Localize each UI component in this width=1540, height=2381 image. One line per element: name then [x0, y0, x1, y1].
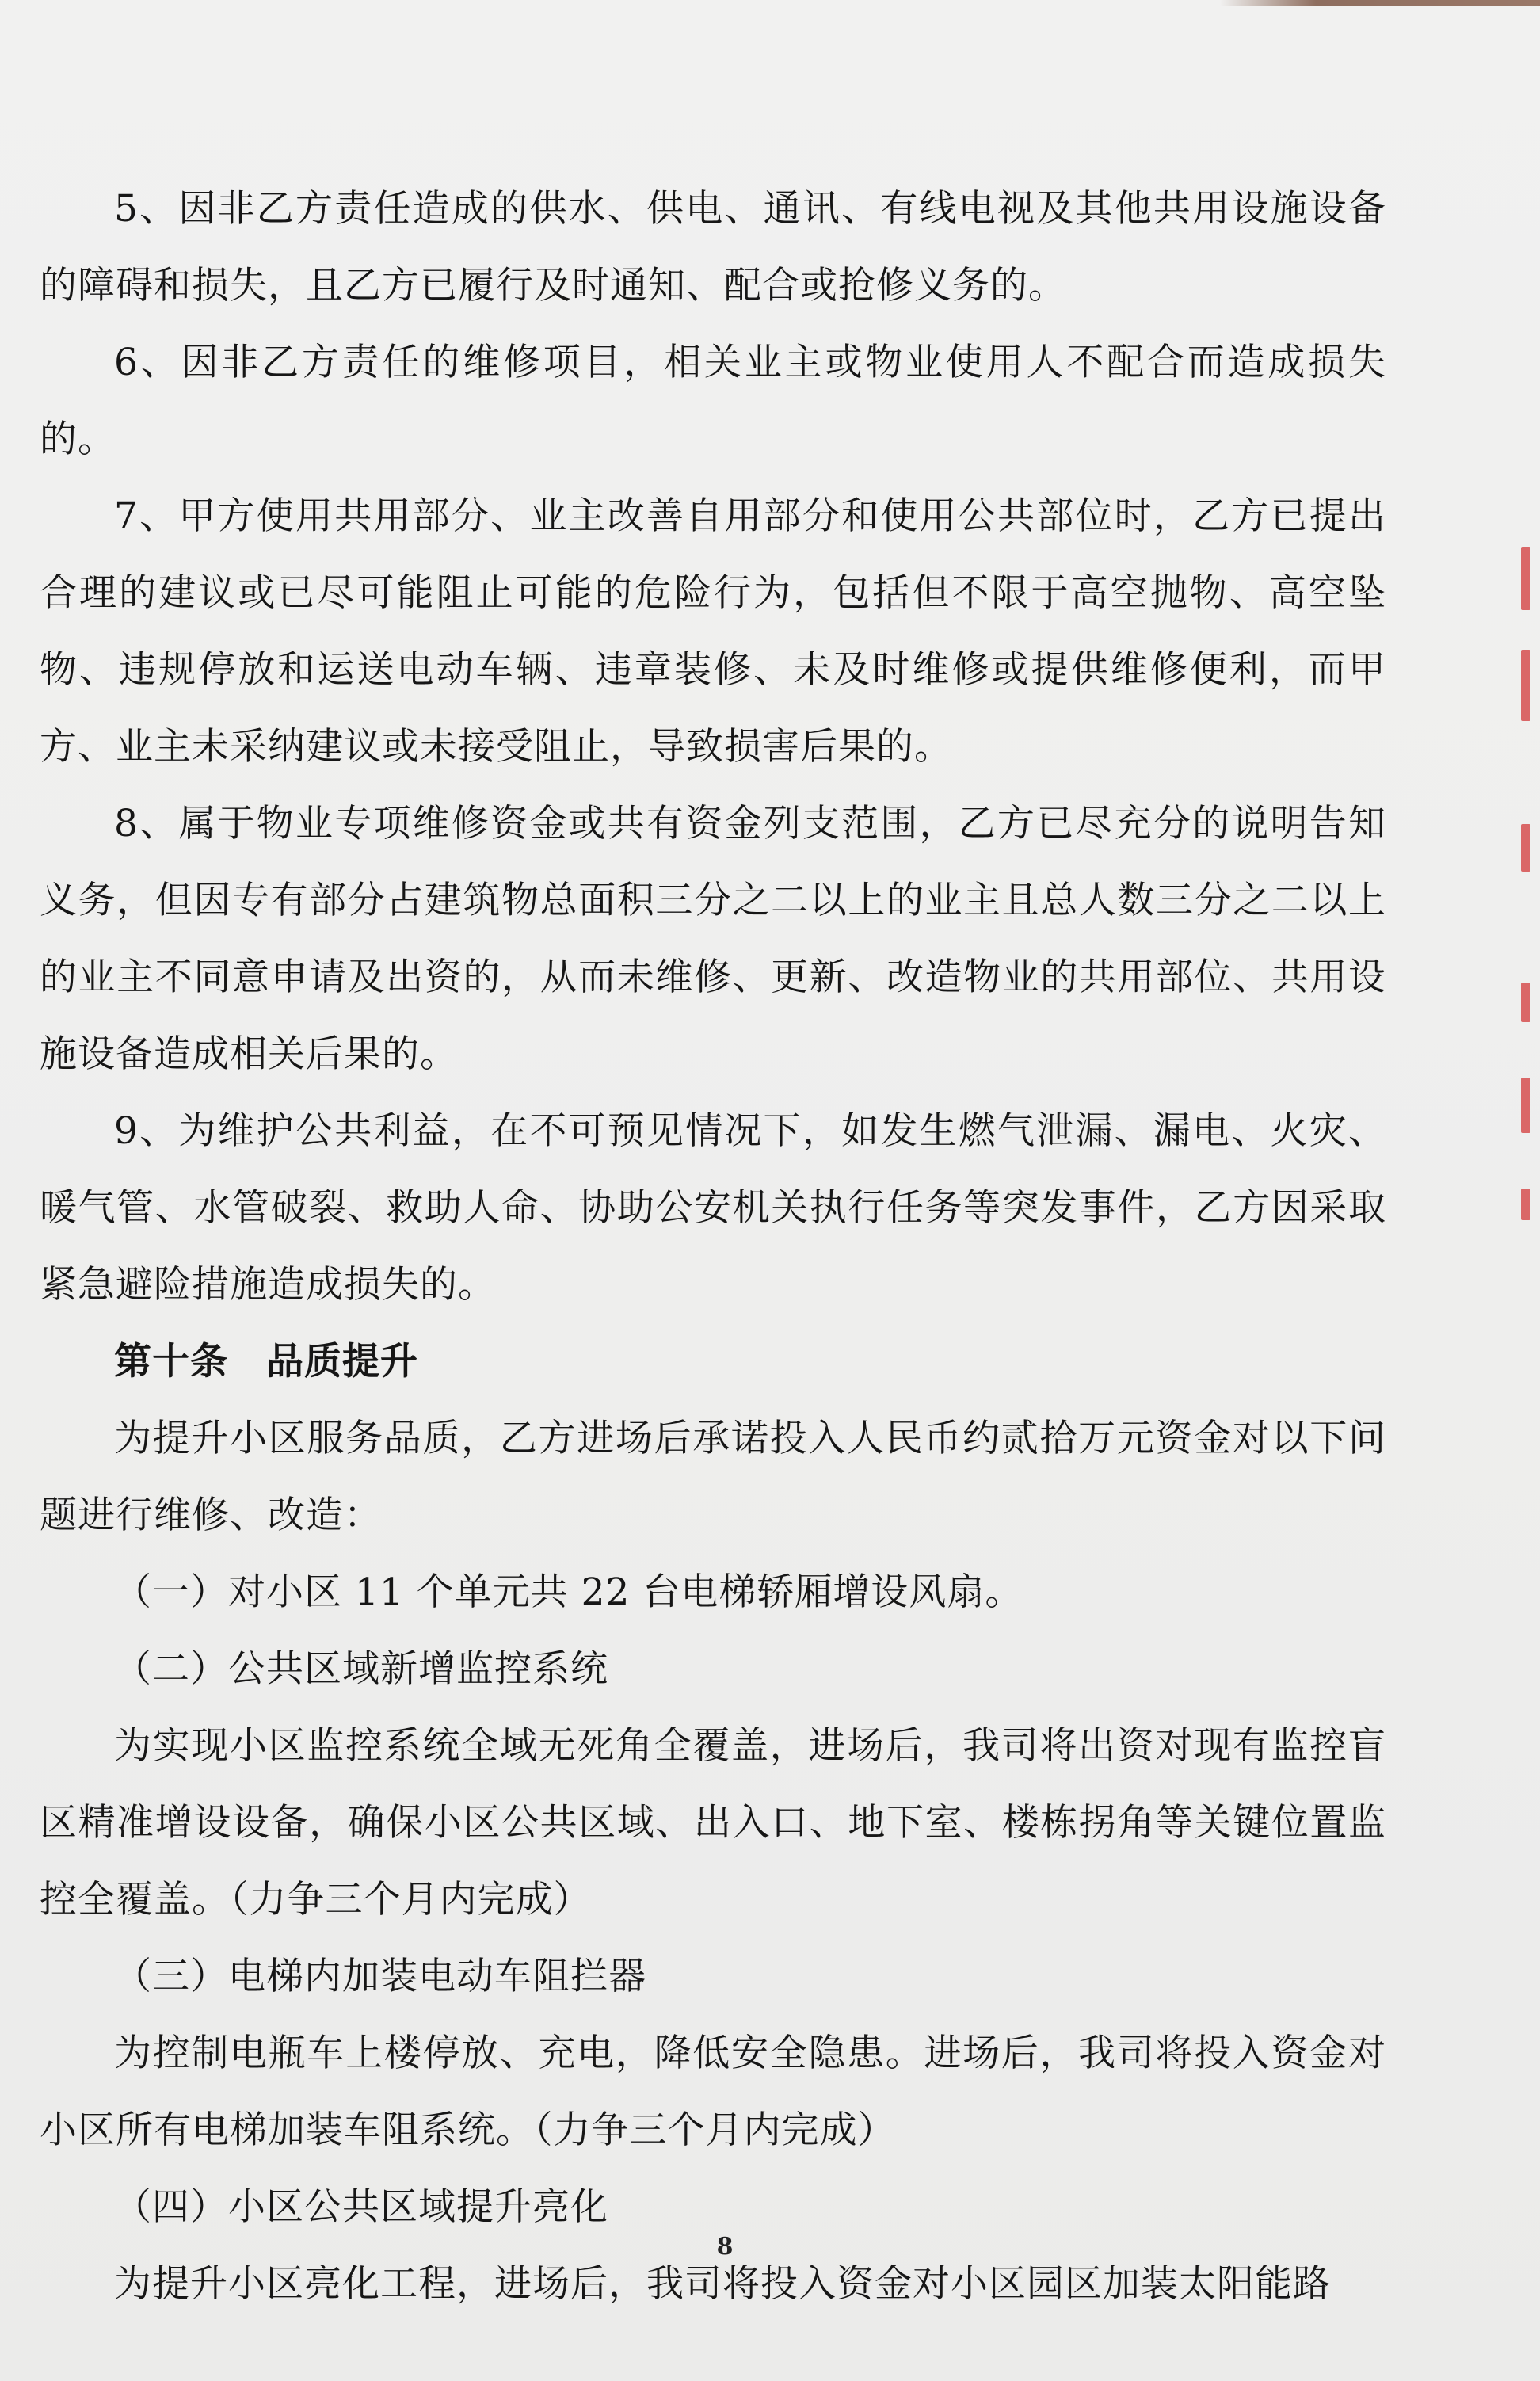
seal-edge-mark: [1521, 1078, 1530, 1133]
section-heading: 第十条 品质提升: [114, 1340, 418, 1383]
seal-edge-mark: [1521, 983, 1530, 1022]
paragraph: 7、甲方使用共用部分、业主改善自用部分和使用公共部位时，乙方已提出合理的建议或已尽可能阻止可能的危险行为，包括但不限于高空抛物、高空坠物、违规停放和运送电动车辆、违章装修、未及时维修或提供维修便利，而甲方、业主未采纳建议或未接受阻止，导致损害后果的。: [40, 494, 1386, 769]
document-body: [40, 170, 1386, 2322]
paragraph: 为提升小区服务品质，乙方进场后承诺投入人民币约贰拾万元资金对以下问题进行维修、改造：: [40, 1417, 1386, 1537]
seal-edge-mark: [1521, 547, 1530, 610]
scan-edge: [1220, 0, 1540, 6]
paragraph: 8、属于物业专项维修资金或共有资金列支范围，乙方已尽充分的说明告知义务，但因专有部分占建筑物总面积三分之二以上的业主且总人数三分之二以上的业主不同意申请及出资的，从而未维修、更新、改造物业的共用部位、共用设施设备造成相关后果的。: [40, 802, 1386, 1076]
seal-edge-mark: [1521, 1189, 1530, 1220]
paragraph: 为提升小区亮化工程，进场后，我司将投入资金对小区园区加装太阳能路: [114, 2262, 1331, 2306]
page-number: 8: [716, 2233, 734, 2261]
seal-edge-mark: [1521, 650, 1530, 721]
paragraph: 为控制电瓶车上楼停放、充电，降低安全隐患。进场后，我司将投入资金对小区所有电梯加装车阻系统。（力争三个月内完成）: [40, 2032, 1386, 2152]
paragraph: 6、因非乙方责任的维修项目，相关业主或物业使用人不配合而造成损失的。: [40, 341, 1386, 461]
paragraph: 为实现小区监控系统全域无死角全覆盖，进场后，我司将出资对现有监控盲区精准增设设备，确保小区公共区域、出入口、地下室、楼栋拐角等关键位置监控全覆盖。（力争三个月内完成）: [40, 1724, 1386, 1921]
paragraph: （二）公共区域新增监控系统: [114, 1647, 608, 1691]
paragraph: （一）对小区 11 个单元共 22 台电梯轿厢增设风扇。: [114, 1570, 1023, 1614]
paragraph: 9、为维护公共利益，在不可预见情况下，如发生燃气泄漏、漏电、火灾、暖气管、水管破裂、救助人命、协助公安机关执行任务等突发事件，乙方因采取紧急避险措施造成损失的。: [40, 1109, 1386, 1307]
paragraph: 5、因非乙方责任造成的供水、供电、通讯、有线电视及其他共用设施设备的障碍和损失，且乙方已履行及时通知、配合或抢修义务的。: [40, 187, 1386, 307]
paragraph: （三）电梯内加装电动车阻拦器: [114, 1955, 646, 1998]
seal-edge-mark: [1521, 824, 1530, 872]
paragraph: （四）小区公共区域提升亮化: [114, 2185, 608, 2229]
